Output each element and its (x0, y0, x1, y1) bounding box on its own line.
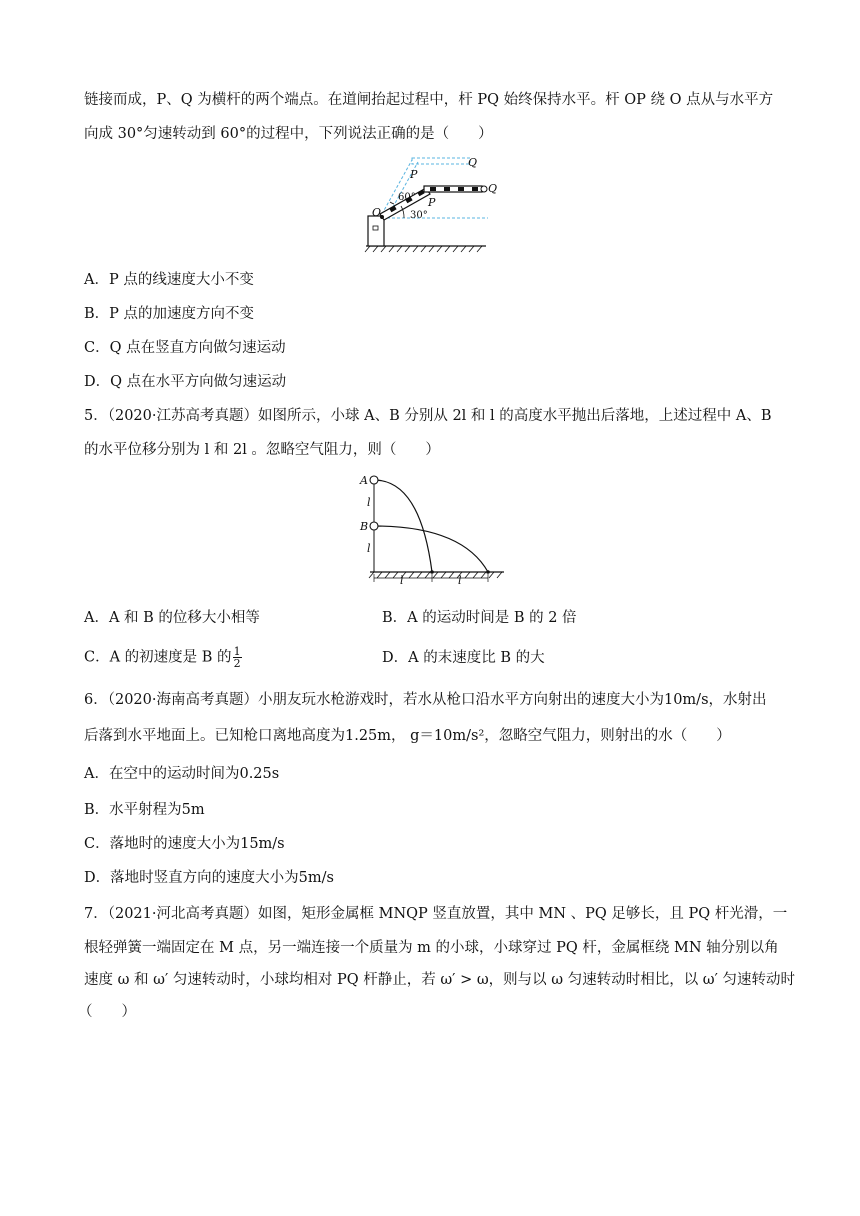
q5-stem-line2: 的水平位移分别为 l 和 2l 。忽略空气阻力，则（ ） (84, 442, 440, 458)
q5-label-b: B (360, 520, 369, 533)
q4-option-c: C．Q 点在竖直方向做匀速运动 (84, 340, 286, 356)
q5-option-c-fraction: $\frac{1}{2}$ (233, 645, 241, 670)
q5-option-c (84, 646, 242, 669)
q6-stem-line1: 6．（2020·海南高考真题）小朋友玩水枪游戏时，若水从枪口沿水平方向射出的速度大小为10m/s，水射出 (84, 692, 767, 708)
q4-option-d: D．Q 点在水平方向做匀速运动 (84, 374, 287, 390)
q6-option-b: B．水平射程为5m (84, 802, 205, 818)
q5-option-a: A．A 和 B 的位移大小相等 (84, 610, 260, 626)
q7-stem-line2: 根轻弹簧一端固定在 M 点，另一端连接一个质量为 m 的小球，小球穿过 PQ 杆，金属框绕 MN 轴分别以角 (84, 940, 779, 956)
q4-gate-figure (360, 150, 500, 256)
q4-label-p-mid: P (428, 196, 436, 209)
q4-label-angle60: 60° (398, 192, 416, 203)
q6-option-a: A．在空中的运动时间为0.25s (84, 766, 280, 782)
q5-label-l1: l (367, 496, 371, 509)
q4-label-p-top: P (410, 168, 418, 181)
q7-stem-line3: 速度 ω 和 ω′ 匀速转动时，小球均相对 PQ 杆静止，若 ω′ > ω，则与以 ω 匀速转动时相比，以 ω′ 匀速转动时 (84, 972, 796, 988)
q5-label-l4: l (458, 574, 462, 586)
q4-label-o: O (372, 206, 382, 219)
q5-label-l3: l (400, 574, 404, 586)
q6-option-d: D．落地时竖直方向的速度大小为5m/s (84, 870, 334, 886)
q5-stem-line1: 5．（2020·江苏高考真题）如图所示，小球 A、B 分别从 2l 和 l 的高度水平抛出后落地，上述过程中 A、B (84, 408, 772, 424)
q5-option-b: B．A 的运动时间是 B 的 2 倍 (382, 610, 577, 626)
q5-projectile-figure (352, 470, 512, 586)
q6-option-c: C．落地时的速度大小为15m/s (84, 836, 285, 852)
q4-option-a: A．P 点的线速度大小不变 (84, 272, 254, 288)
q4-label-q-top: Q (468, 156, 478, 169)
q4-label-q-mid: Q (488, 182, 498, 195)
q4-stem-line1: 链接而成，P、Q 为横杆的两个端点。在道闸抬起过程中，杆 PQ 始终保持水平。杆 OP 绕 O 点从与水平方 (84, 92, 774, 108)
q4-option-b: B．P 点的加速度方向不变 (84, 306, 255, 322)
q7-stem-line1: 7．（2021·河北高考真题）如图，矩形金属框 MNQP 竖直放置，其中 MN 、PQ 足够长，且 PQ 杆光滑，一 (84, 906, 788, 922)
q7-stem-line4: （ ） (78, 1004, 136, 1020)
q5-label-a: A (360, 474, 368, 487)
q5-option-c-text: C．A 的初速度是 B 的 (84, 649, 232, 666)
q6-stem-line2: 后落到水平地面上。已知枪口离地高度为1.25m， g＝10m/s²，忽略空气阻力，则射出的水（ ） (84, 728, 731, 744)
q5-option-d: D．A 的末速度比 B 的大 (382, 650, 545, 666)
q4-label-angle30: 30° (410, 210, 428, 221)
q4-stem-line2: 向成 30°匀速转动到 60°的过程中，下列说法正确的是（ ） (84, 126, 493, 142)
q5-label-l2: l (367, 542, 371, 555)
